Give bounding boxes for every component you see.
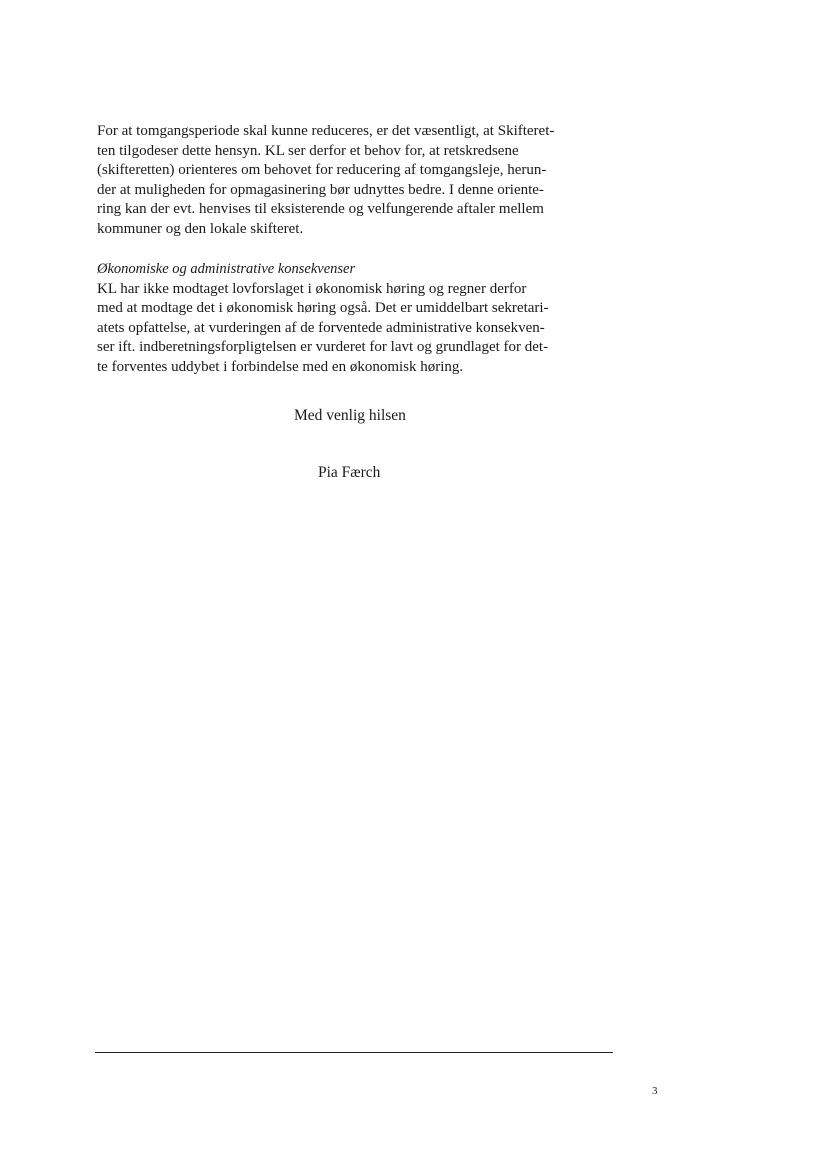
signature-name: Pia Færch — [318, 464, 381, 481]
paragraph-line: ring kan der evt. henvises til eksisterende og velfungerende aftaler mellem — [97, 201, 544, 217]
body-paragraph-1 — [97, 122, 617, 239]
paragraph-line: For at tomgangsperiode skal kunne reduceres, er det væsentligt, at Skifteret- — [97, 123, 555, 139]
page-number: 3 — [652, 1085, 658, 1097]
section-heading: Økonomiske og administrative konsekvenser — [97, 261, 356, 277]
paragraph-line: ten tilgodeser dette hensyn. KL ser derfor et behov for, at retskredsene — [97, 142, 519, 159]
paragraph-line: atets opfattelse, at vurderingen af de forventede administrative konsekven- — [97, 319, 545, 336]
paragraph-line: te forventes uddybet i forbindelse med en økonomisk høring. — [97, 358, 464, 375]
body-paragraph-2 — [97, 260, 617, 377]
closing-salutation: Med venlig hilsen — [294, 407, 406, 424]
paragraph-line: med at modtage det i økonomisk høring også. Det er umiddelbart sekretari- — [97, 300, 549, 316]
paragraph-line: der at muligheden for opmagasinering bør udnyttes bedre. I denne oriente- — [97, 181, 544, 198]
paragraph-line: ser ift. indberetningsforpligtelsen er vurderet for lavt og grundlaget for det- — [97, 339, 549, 355]
paragraph-line: KL har ikke modtaget lovforslaget i økonomisk høring og regner derfor — [97, 280, 527, 297]
paragraph-line: (skifteretten) orienteres om behovet for reducering af tomgangsleje, herun- — [97, 162, 547, 178]
paragraph-line: kommuner og den lokale skifteret. — [97, 220, 304, 237]
footer-divider — [95, 1052, 613, 1053]
